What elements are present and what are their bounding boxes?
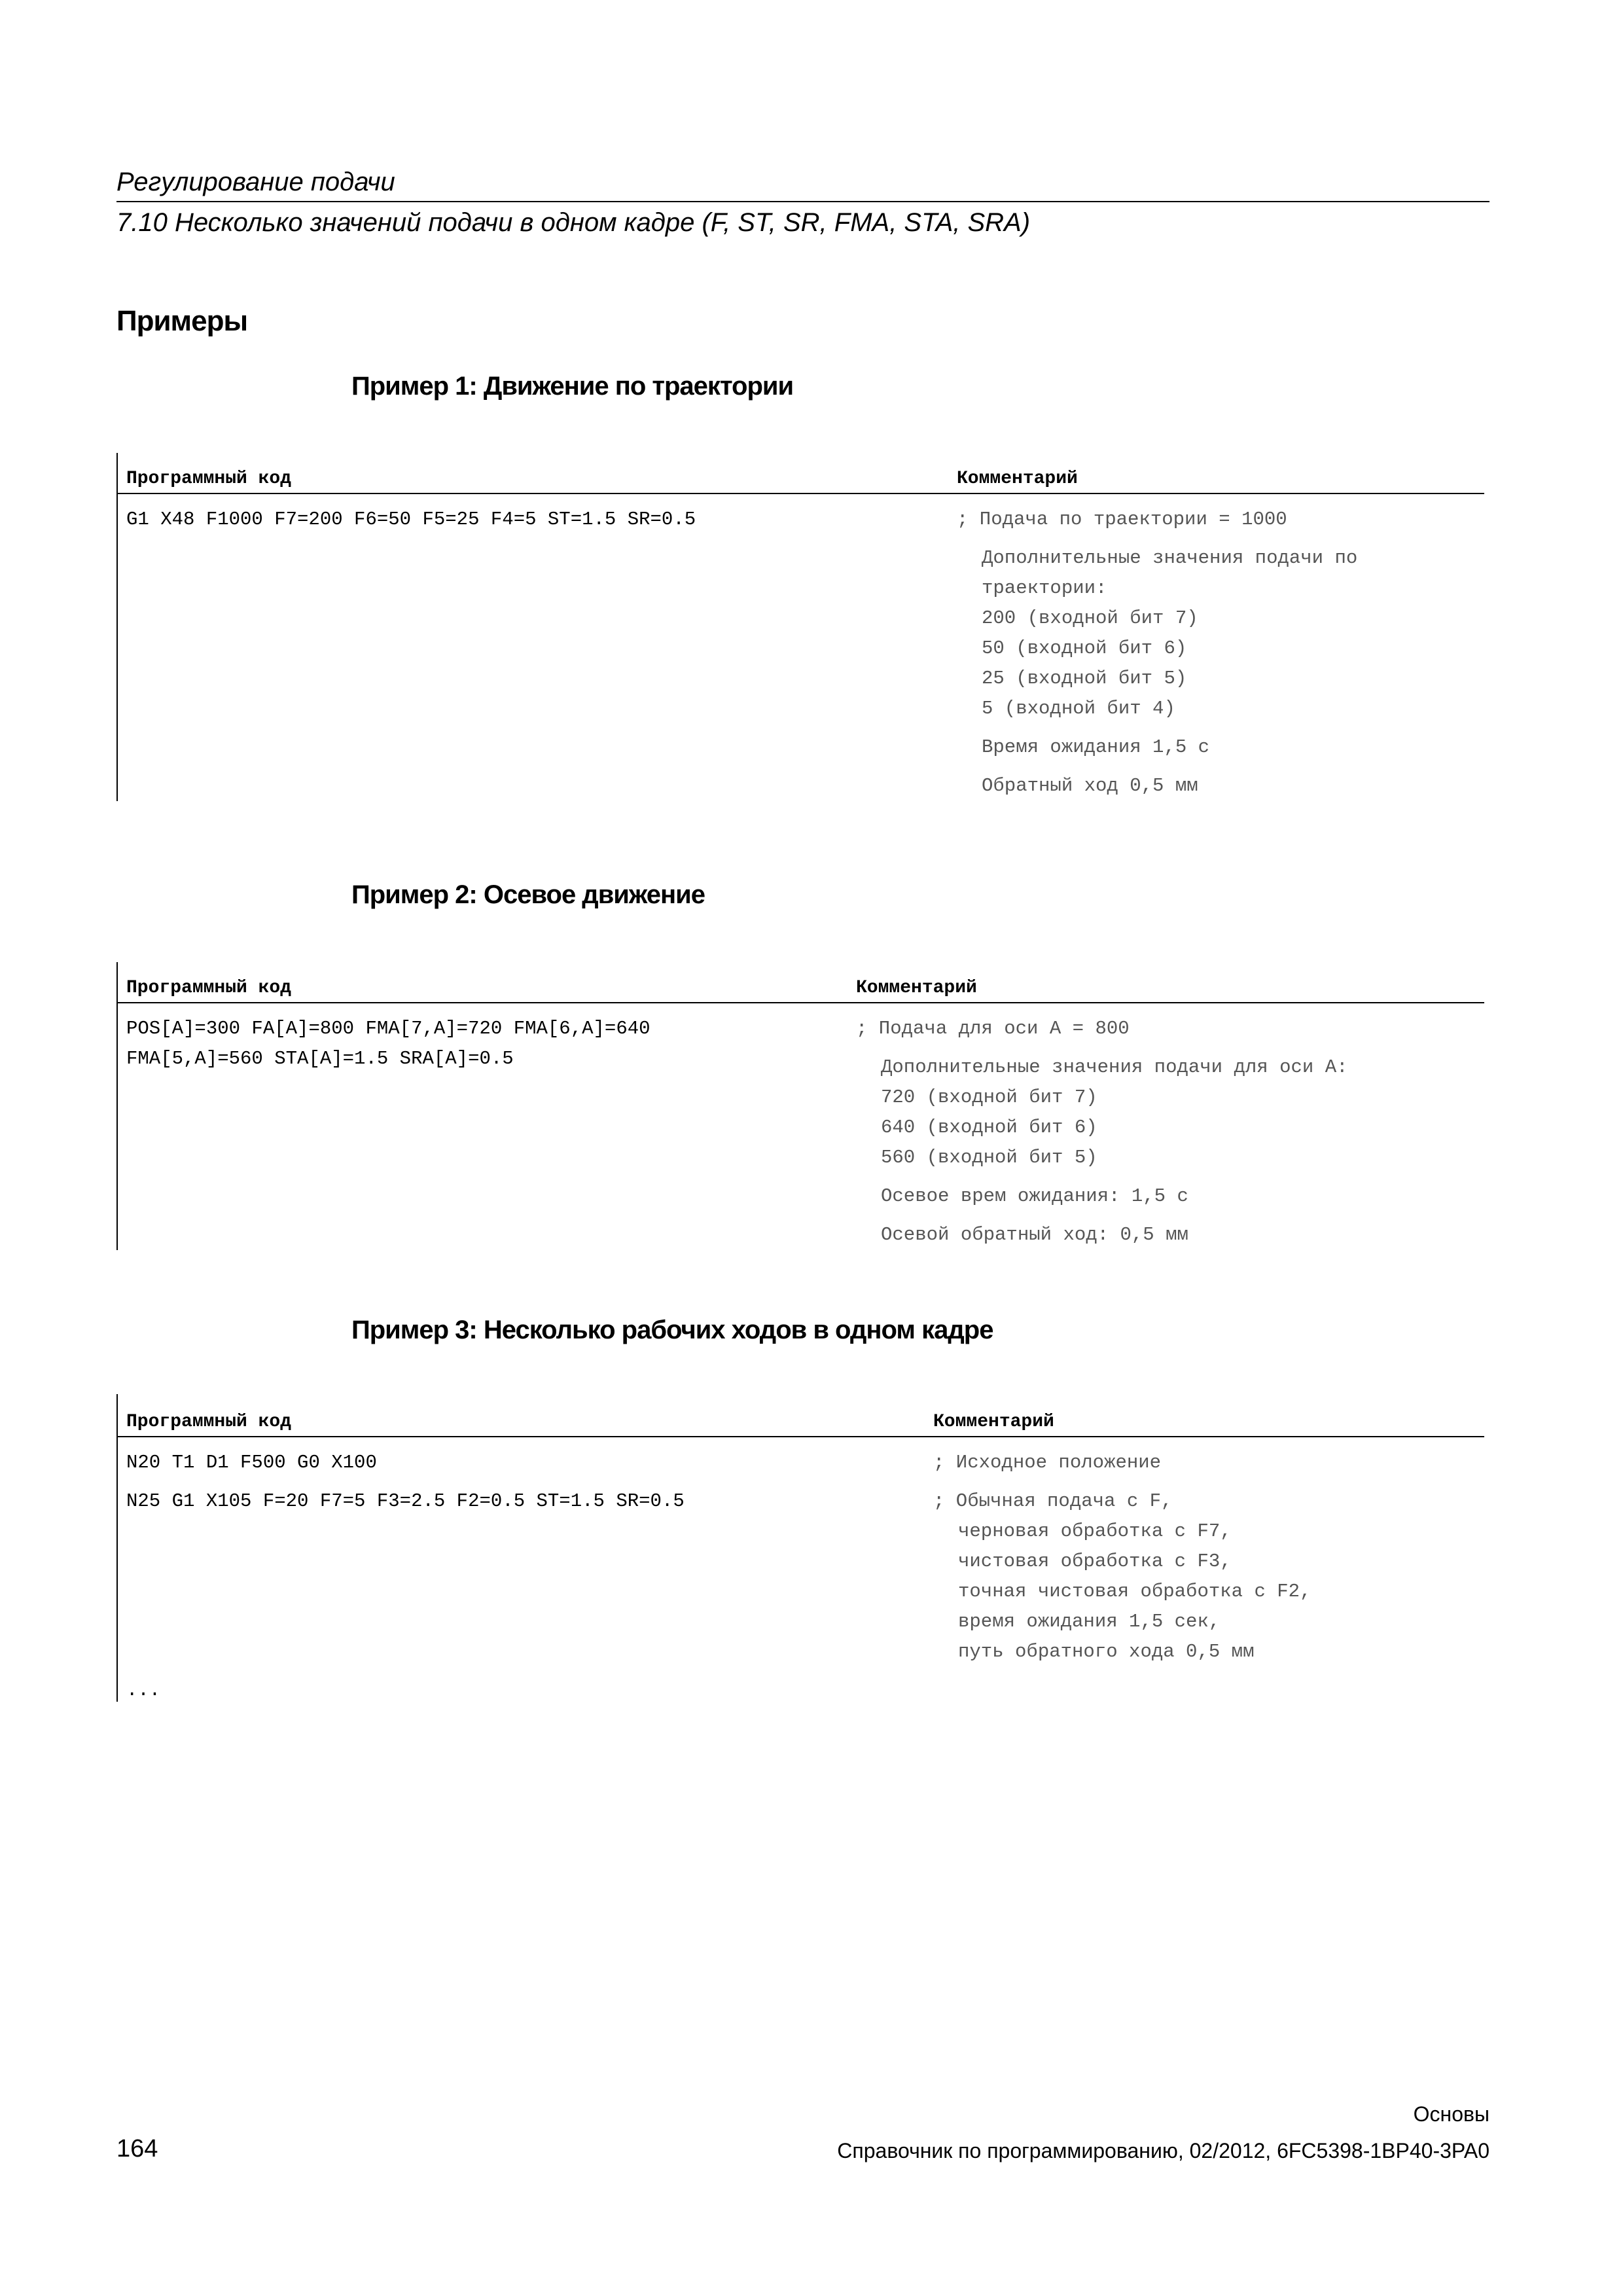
example-2-comment-line: Осевое врем ожидания: 1,5 с <box>881 1185 1188 1207</box>
example-1-table-border <box>116 453 118 801</box>
footer-reference: Справочник по программированию, 02/2012, 6FC5398-1BP40-3PA0 <box>837 2139 1489 2162</box>
example-1-header-rule <box>116 493 1484 494</box>
footer-book: Основы <box>1413 2102 1489 2126</box>
example-1-comment-line: 25 (входной бит 5) <box>982 668 1187 689</box>
example-3-comment-line: путь обратного хода 0,5 мм <box>958 1641 1255 1662</box>
example-2-comment-line: 720 (входной бит 7) <box>881 1086 1097 1108</box>
example-1-comment-line: Обратный ход 0,5 мм <box>982 775 1198 797</box>
example-1-col-comment: Комментарий <box>957 469 1078 489</box>
example-1-comment-line: Дополнительные значения подачи по <box>982 547 1358 569</box>
example-3-comment-line: ; Обычная подача с F, <box>933 1490 1173 1512</box>
example-2-comment-line: Дополнительные значения подачи для оси A: <box>881 1056 1348 1078</box>
example-3-code-ellipsis: ... <box>126 1679 161 1701</box>
example-3-title: Пример 3: Несколько рабочих ходов в одном кадре <box>351 1316 993 1344</box>
running-header-chapter: Регулирование подачи <box>116 168 395 196</box>
example-1-comment-line: ; Подача по траектории = 1000 <box>957 509 1287 530</box>
example-1-comment-line: 50 (входной бит 6) <box>982 637 1187 659</box>
page-number: 164 <box>116 2135 158 2162</box>
example-1-comment-line: траектории: <box>982 577 1107 599</box>
example-2-title: Пример 2: Осевое движение <box>351 880 705 909</box>
example-1-code-line: G1 X48 F1000 F7=200 F6=50 F5=25 F4=5 ST=1.5 SR=0.5 <box>126 509 696 530</box>
example-3-comment-line: чистовая обработка с F3, <box>958 1551 1232 1572</box>
example-3-code-line: N20 T1 D1 F500 G0 X100 <box>126 1452 377 1473</box>
example-3-comment-line: точная чистовая обработка с F2, <box>958 1581 1311 1602</box>
example-3-table-border <box>116 1394 118 1702</box>
example-3-col-code: Программный код <box>126 1412 292 1432</box>
example-3-comment-line: время ожидания 1,5 сек, <box>958 1611 1221 1632</box>
example-2-comment-line: ; Подача для оси A = 800 <box>856 1018 1130 1039</box>
example-2-header-rule <box>116 1002 1484 1003</box>
example-2-col-code: Программный код <box>126 978 292 998</box>
example-2-code-line: FMA[5,A]=560 STA[A]=1.5 SRA[A]=0.5 <box>126 1048 514 1069</box>
example-2-table-border <box>116 962 118 1250</box>
example-1-col-code: Программный код <box>126 469 292 489</box>
header-rule <box>116 201 1489 202</box>
example-1-comment-line: Время ожидания 1,5 с <box>982 736 1210 758</box>
example-3-comment-line: ; Исходное положение <box>933 1452 1162 1473</box>
example-2-comment-line: Осевой обратный ход: 0,5 мм <box>881 1224 1188 1246</box>
example-1-title: Пример 1: Движение по траектории <box>351 372 794 401</box>
example-2-code-line: POS[A]=300 FA[A]=800 FMA[7,A]=720 FMA[6,A]=640 <box>126 1018 651 1039</box>
example-3-code-line: N25 G1 X105 F=20 F7=5 F3=2.5 F2=0.5 ST=1.5 SR=0.5 <box>126 1490 685 1512</box>
example-1-comment-line: 200 (входной бит 7) <box>982 607 1198 629</box>
example-2-col-comment: Комментарий <box>856 978 977 998</box>
example-3-comment-line: черновая обработка с F7, <box>958 1520 1232 1542</box>
example-3-col-comment: Комментарий <box>933 1412 1054 1432</box>
example-2-comment-line: 640 (входной бит 6) <box>881 1117 1097 1138</box>
section-title: Примеры <box>116 305 248 337</box>
example-1-comment-line: 5 (входной бит 4) <box>982 698 1175 719</box>
example-3-header-rule <box>116 1436 1484 1437</box>
running-header-section: 7.10 Несколько значений подачи в одном кадре (F, ST, SR, FMA, STA, SRA) <box>116 208 1031 237</box>
example-2-comment-line: 560 (входной бит 5) <box>881 1147 1097 1168</box>
